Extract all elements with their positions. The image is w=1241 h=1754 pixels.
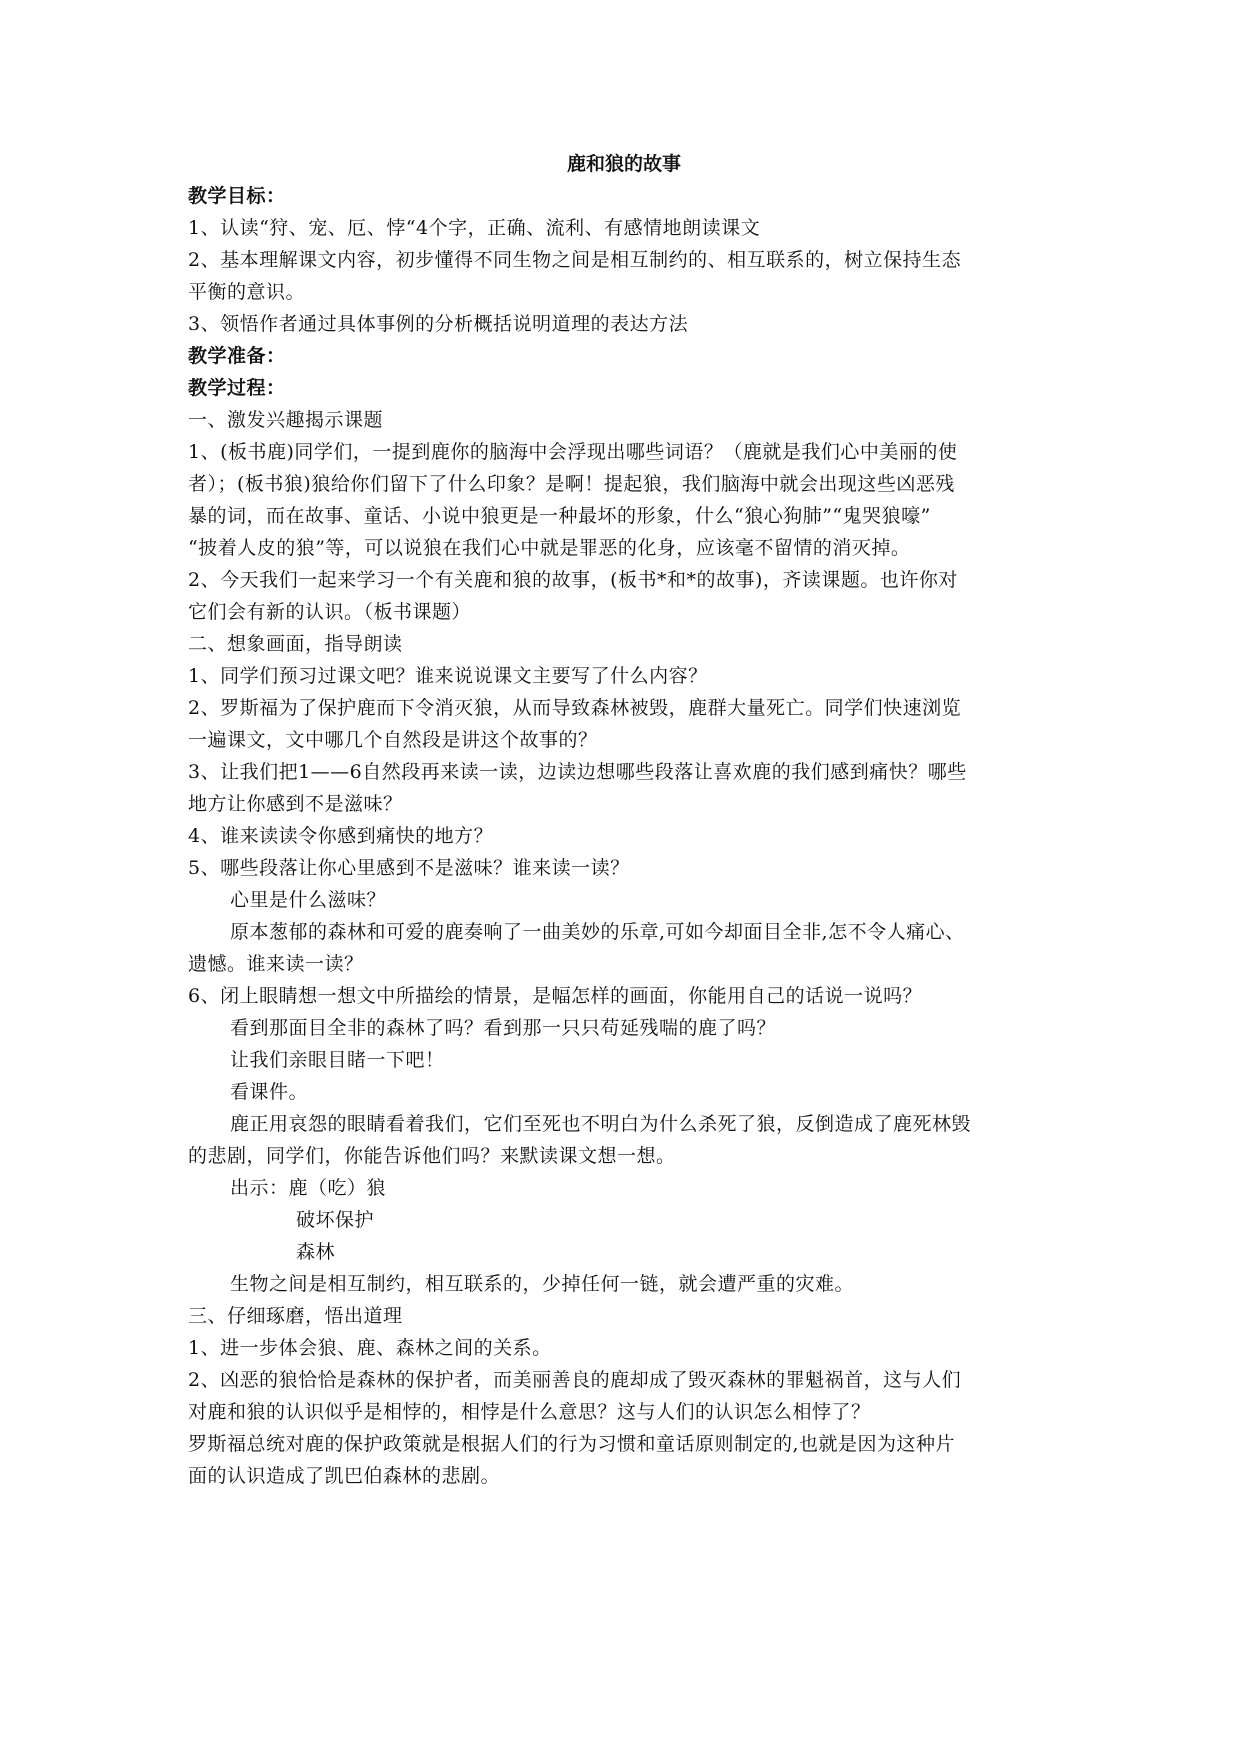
document-page (188, 148, 1060, 1492)
goal-2-line-2: 平衡的意识。 (188, 281, 306, 303)
s2-para-6-text-line-2: 的悲剧，同学们，你能告诉他们吗？来默读课文想一想。 (188, 1145, 676, 1167)
s2-para-2-line-1: 2、罗斯福为了保护鹿而下令消灭狼，从而导致森林被毁，鹿群大量死亡。同学们快速浏览 (188, 697, 962, 719)
section-2-title: 二、想象画面，指导朗读 (188, 633, 403, 655)
s1-para-2-line-2: 它们会有新的认识。（板书课题） (188, 601, 472, 623)
s2-para-4: 4、谁来读读令你感到痛快的地方？ (188, 825, 494, 847)
s2-para-5-response-line-1: 原本葱郁的森林和可爱的鹿奏响了一曲美妙的乐章,可如今却面目全非,怎不令人痛心、 (230, 921, 965, 943)
s2-para-6-courseware: 看课件。 (230, 1081, 309, 1103)
s2-para-3-line-1: 3、让我们把1——6自然段再来读一读，边读边想哪些段落让喜欢鹿的我们感到痛快？哪些 (188, 761, 967, 783)
s3-para-2-line-1: 2、凶恶的狼恰恰是森林的保护者，而美丽善良的鹿却成了毁灭森林的罪魁祸首，这与人们 (188, 1369, 962, 1391)
s2-para-6-text-line-1: 鹿正用哀怨的眼睛看着我们，它们至死也不明白为什么杀死了狼，反倒造成了鹿死林毁 (230, 1113, 972, 1135)
s2-para-6: 6、闭上眼睛想一想文中所描绘的情景，是幅怎样的画面，你能用自己的话说一说吗？ (188, 985, 923, 1007)
show-diagram-line-3: 森林 (296, 1241, 336, 1263)
show-diagram-line-1: 出示：鹿（吃）狼 (230, 1177, 387, 1199)
s1-para-1-line-1: 1、(板书鹿)同学们，一提到鹿你的脑海中会浮现出哪些词语？（鹿就是我们心中美丽的使 (188, 441, 958, 463)
document-title: 鹿和狼的故事 (566, 153, 681, 175)
s3-para-2-line-2: 对鹿和狼的认识似乎是相悖的，相悖是什么意思？这与人们的认识怎么相悖了？ (188, 1401, 871, 1423)
s2-para-5: 5、哪些段落让你心里感到不是滋味？谁来读一读？ (188, 857, 630, 879)
s1-para-1-line-3: 暴的词，而在故事、童话、小说中狼更是一种最坏的形象，什么“狼心狗肺”“鬼哭狼嚎” (188, 505, 931, 527)
s2-para-3-line-2: 地方让你感到不是滋味？ (188, 793, 403, 815)
heading-teaching-goals: 教学目标： (188, 185, 286, 207)
s2-para-5-question: 心里是什么滋味？ (230, 889, 387, 911)
s1-para-1-line-2: 者）；(板书狼)狼给你们留下了什么印象？是啊！提起狼，我们脑海中就会出现这些凶恶残 (188, 473, 955, 495)
show-diagram-line-2: 破坏保护 (296, 1209, 375, 1231)
goal-3: 3、领悟作者通过具体事例的分析概括说明道理的表达方法 (188, 313, 689, 335)
section-3-title: 三、仔细琢磨，悟出道理 (188, 1305, 403, 1327)
goal-1: 1、认读“狩、宠、厄、悖“4个字，正确、流利、有感情地朗读课文 (188, 217, 761, 239)
s3-para-3-line-1: 罗斯福总统对鹿的保护政策就是根据人们的行为习惯和童话原则制定的,也就是因为这种片 (188, 1433, 956, 1455)
goal-2-line-1: 2、基本理解课文内容，初步懂得不同生物之间是相互制约的、相互联系的，树立保持生态 (188, 249, 962, 271)
s2-para-1: 1、同学们预习过课文吧？谁来说说课文主要写了什么内容？ (188, 665, 708, 687)
heading-teaching-process: 教学过程： (188, 377, 286, 399)
s2-para-5-response-line-2: 遗憾。谁来读一读？ (188, 953, 364, 975)
s2-para-6-question: 看到那面目全非的森林了吗？看到那一只只苟延残喘的鹿了吗？ (230, 1017, 777, 1039)
heading-teaching-preparation: 教学准备： (188, 345, 286, 367)
s3-para-1: 1、进一步体会狼、鹿、森林之间的关系。 (188, 1337, 552, 1359)
s2-conclusion: 生物之间是相互制约，相互联系的，少掉任何一链，就会遭严重的灾难。 (230, 1273, 855, 1295)
s2-para-2-line-2: 一遍课文，文中哪几个自然段是讲这个故事的？ (188, 729, 598, 751)
s1-para-2-line-1: 2、今天我们一起来学习一个有关鹿和狼的故事，(板书*和*的故事)，齐读课题。也许你对 (188, 569, 958, 591)
section-1-title: 一、激发兴趣揭示课题 (188, 409, 384, 431)
s2-para-6-prompt: 让我们亲眼目睹一下吧！ (230, 1049, 445, 1071)
s3-para-3-line-2: 面的认识造成了凯巴伯森林的悲剧。 (188, 1465, 501, 1487)
s1-para-1-line-4: “披着人皮的狼”等，可以说狼在我们心中就是罪恶的化身，应该毫不留情的消灭掉。 (188, 537, 911, 559)
